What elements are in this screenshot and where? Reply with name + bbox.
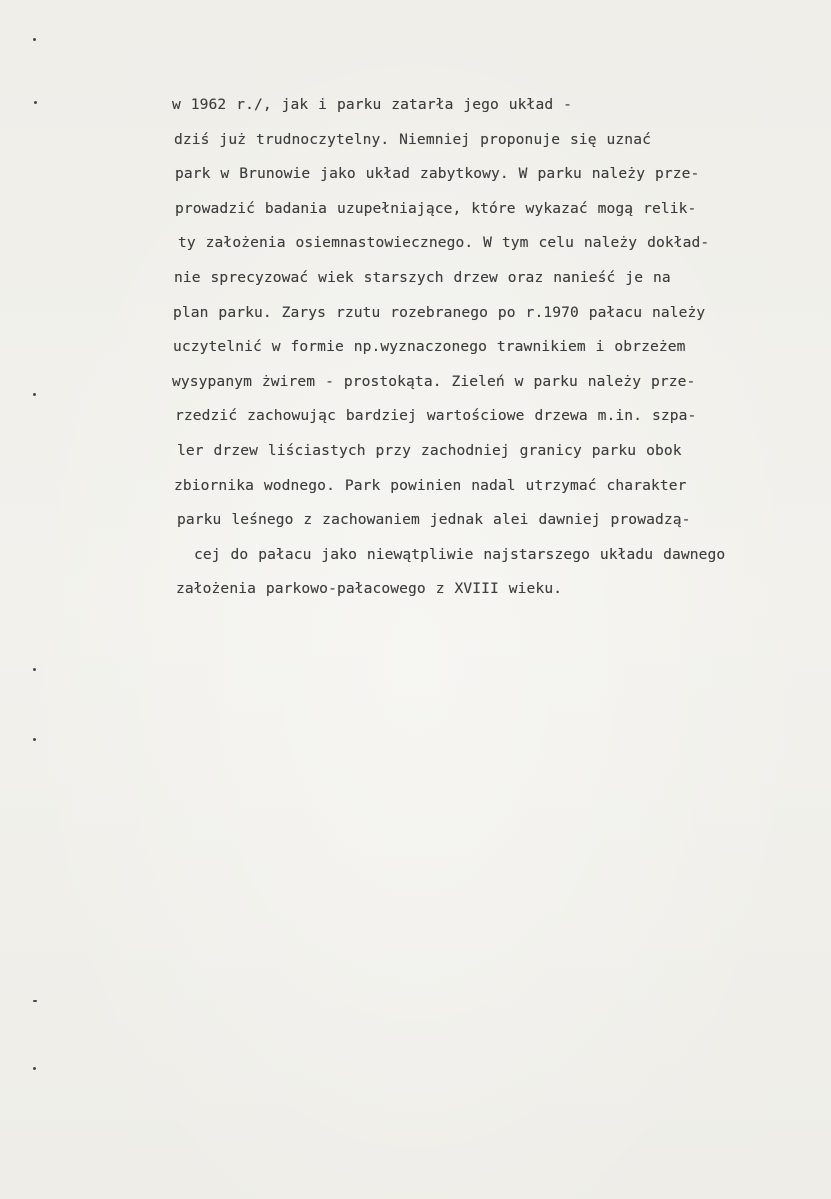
- margin-dot: [33, 38, 36, 41]
- text-line: uczytelnić w formie np.wyznaczonego trawnikiem i obrzeżem: [173, 338, 686, 356]
- typed-paragraph: [172, 88, 802, 607]
- margin-dot: [34, 101, 37, 104]
- margin-dot: [33, 738, 36, 741]
- text-line: ler drzew liściastych przy zachodniej granicy parku obok: [177, 441, 682, 459]
- text-line: zbiornika wodnego. Park powinien nadal utrzymać charakter: [174, 476, 687, 494]
- text-line: park w Brunowie jako układ zabytkowy. W parku należy prze-: [175, 165, 700, 183]
- text-line: parku leśnego z zachowaniem jednak alei dawniej prowadzą-: [177, 511, 691, 529]
- text-line: w 1962 r./, jak i parku zatarła jego układ -: [172, 96, 572, 113]
- text-line: cej do pałacu jako niewątpliwie najstarszego układu dawnego: [194, 545, 726, 563]
- text-line: rzedzić zachowując bardziej wartościowe drzewa m.in. szpa-: [175, 407, 697, 425]
- margin-dash: [33, 1000, 37, 1002]
- margin-dot: [33, 393, 36, 396]
- margin-dot: [33, 668, 36, 671]
- text-line: wysypanym żwirem - prostokąta. Zieleń w parku należy prze-: [172, 372, 696, 390]
- text-line: plan parku. Zarys rzutu rozebranego po r.1970 pałacu należy: [173, 303, 706, 321]
- text-line: ty założenia osiemnastowiecznego. W tym celu należy dokład-: [178, 234, 710, 252]
- text-line: prowadzić badania uzupełniające, które wykazać mogą relik-: [175, 199, 697, 217]
- text-line: nie sprecyzować wiek starszych drzew oraz nanieść je na: [174, 268, 671, 286]
- text-line: dziś już trudnoczytelny. Niemniej proponuje się uznać: [174, 130, 651, 148]
- text-line: założenia parkowo-pałacowego z XVIII wieku.: [176, 580, 563, 598]
- margin-dot: [33, 1067, 36, 1070]
